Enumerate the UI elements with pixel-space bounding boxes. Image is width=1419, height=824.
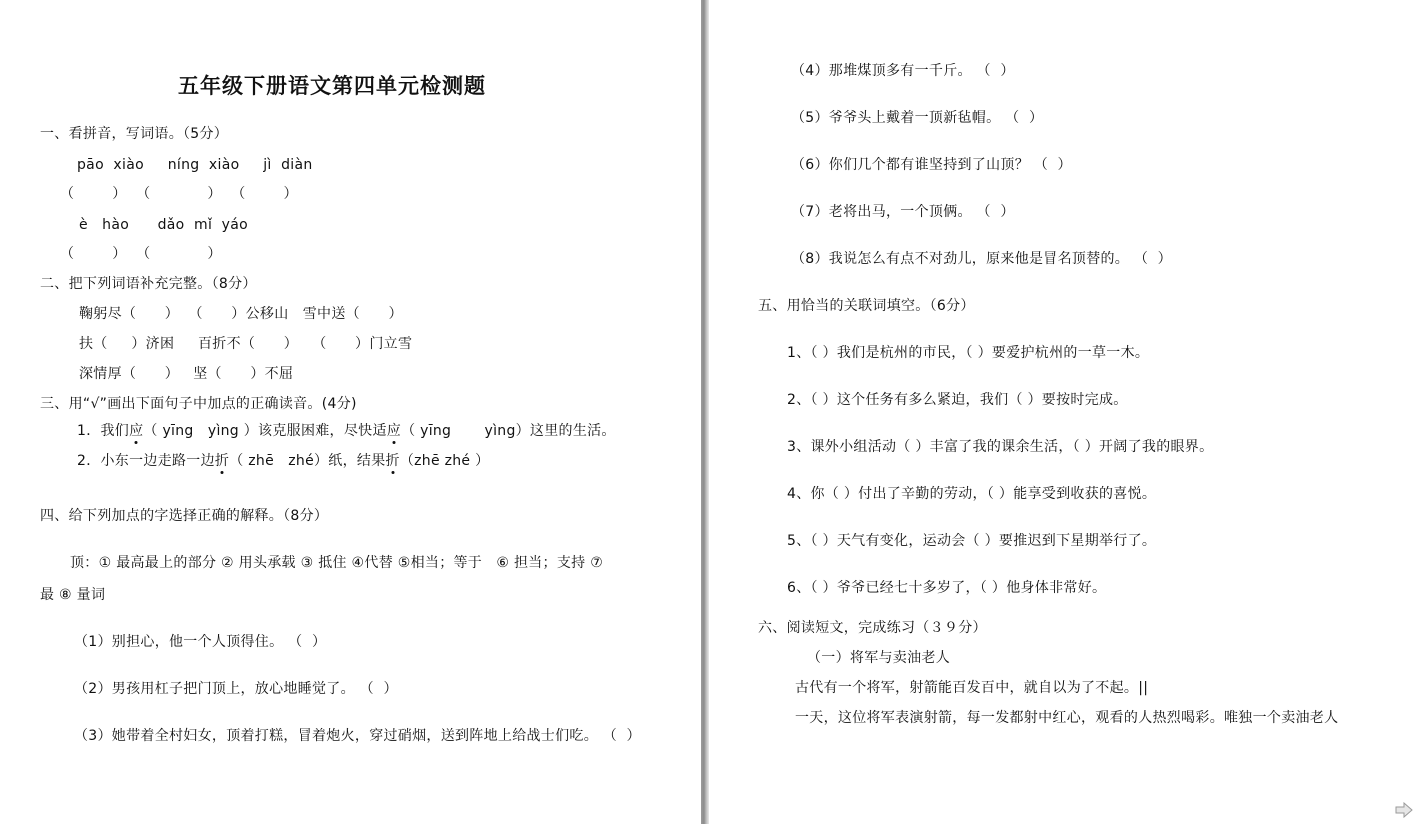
question-4-7: （7）老将出马，一个顶俩。 （ ）: [791, 204, 1015, 220]
sentence-text: 2．小东一边走路一边: [77, 453, 215, 469]
blank-line-1: （ ） （ ） （ ）: [60, 186, 298, 202]
pinyin-line-1: pāo xiào níng xiào jì diàn: [77, 157, 313, 173]
page-divider: [701, 0, 709, 824]
section-1-heading: 一、看拼音，写词语。（5分）: [40, 126, 229, 142]
question-5-5: 5、（ ）天气有变化，运动会（ ）要推迟到下星期举行了。: [787, 533, 1157, 549]
left-page: [0, 0, 700, 824]
question-4-6: （6）你们几个都有谁坚持到了山顶？ （ ）: [791, 157, 1072, 173]
sentence-text: （zhē zhé ）: [399, 453, 490, 469]
question-5-3: 3、课外小组活动（ ）丰富了我的课余生活，（ ）开阔了我的眼界。: [787, 439, 1214, 455]
definition-line-2: 最 ⑧ 量词: [40, 587, 106, 603]
reading-paragraph-2: 一天，这位将军表演射箭，每一发都射中红心，观看的人热烈喝彩。唯独一个卖油老人: [795, 710, 1339, 726]
section-6-heading: 六、阅读短文，完成练习（３９分）: [758, 620, 987, 636]
next-page-icon[interactable]: [1395, 802, 1413, 818]
reading-sentence-1: [77, 422, 616, 440]
section-3-heading: 三、用“√”画出下面句子中加点的正确读音。(4分): [40, 396, 357, 412]
reading-subtitle: （一）将军与卖油老人: [807, 650, 950, 666]
dotted-char: 折: [214, 453, 230, 469]
sentence-text: 1．我们: [77, 423, 130, 439]
section-5-heading: 五、用恰当的关联词填空。（6分）: [758, 298, 975, 314]
section-2-heading: 二、把下列词语补充完整。（8分）: [40, 276, 257, 292]
sentence-text: （ yīng yìng ）该克服困难，尽快适: [143, 423, 387, 439]
dotted-char: 折: [385, 453, 400, 469]
section-4-heading: 四、给下列加点的字选择正确的解释。（8分）: [40, 508, 329, 524]
sentence-text: （ zhē zhé）纸，结果: [229, 453, 386, 469]
right-page: [709, 0, 1419, 824]
page-title: 五年级下册语文第四单元检测题: [178, 73, 486, 98]
dotted-char: 应: [386, 423, 402, 439]
dotted-char: 应: [129, 423, 144, 439]
sentence-text: （ yīng yìng）这里的生活。: [401, 423, 616, 439]
question-4-4: （4）那堆煤顶多有一千斤。 （ ）: [791, 63, 1015, 79]
idiom-line-2: 扶（ ）济困 百折不（ ） （ ）门立雪: [79, 336, 413, 352]
reading-sentence-2: [77, 452, 489, 470]
idiom-line-1: 鞠躬尽（ ） （ ）公移山 雪中送（ ）: [79, 306, 403, 322]
question-4-3: （3）她带着全村妇女，顶着打糕，冒着炮火，穿过硝烟，送到阵地上给战士们吃。 （ ）: [74, 728, 641, 744]
definition-line-1: 顶：① 最高最上的部分 ② 用头承载 ③ 抵住 ④代替 ⑤相当；等于 ⑥ 担当；支持 ⑦: [70, 555, 604, 571]
question-4-1: （1）别担心，他一个人顶得住。 （ ）: [74, 634, 327, 650]
pinyin-line-2: è hào dǎo mǐ yáo: [79, 217, 248, 233]
question-4-2: （2）男孩用杠子把门顶上，放心地睡觉了。 （ ）: [74, 681, 398, 697]
question-5-6: 6、（ ）爷爷已经七十多岁了，（ ）他身体非常好。: [787, 580, 1107, 596]
question-4-8: （8）我说怎么有点不对劲儿，原来他是冒名顶替的。 （ ）: [791, 251, 1172, 267]
question-5-4: 4、你（ ）付出了辛勤的劳动，（ ）能享受到收获的喜悦。: [787, 486, 1157, 502]
reading-paragraph-1: 古代有一个将军，射箭能百发百中，就自以为了不起。||: [795, 680, 1149, 696]
question-4-5: （5）爷爷头上戴着一顶新毡帽。 （ ）: [791, 110, 1044, 126]
blank-line-2: （ ） （ ）: [60, 246, 222, 262]
question-5-2: 2、（ ）这个任务有多么紧迫，我们（ ）要按时完成。: [787, 392, 1128, 408]
question-5-1: 1、（ ）我们是杭州的市民，（ ）要爱护杭州的一草一木。: [787, 345, 1150, 361]
idiom-line-3: 深情厚（ ） 坚（ ）不屈: [79, 366, 294, 382]
